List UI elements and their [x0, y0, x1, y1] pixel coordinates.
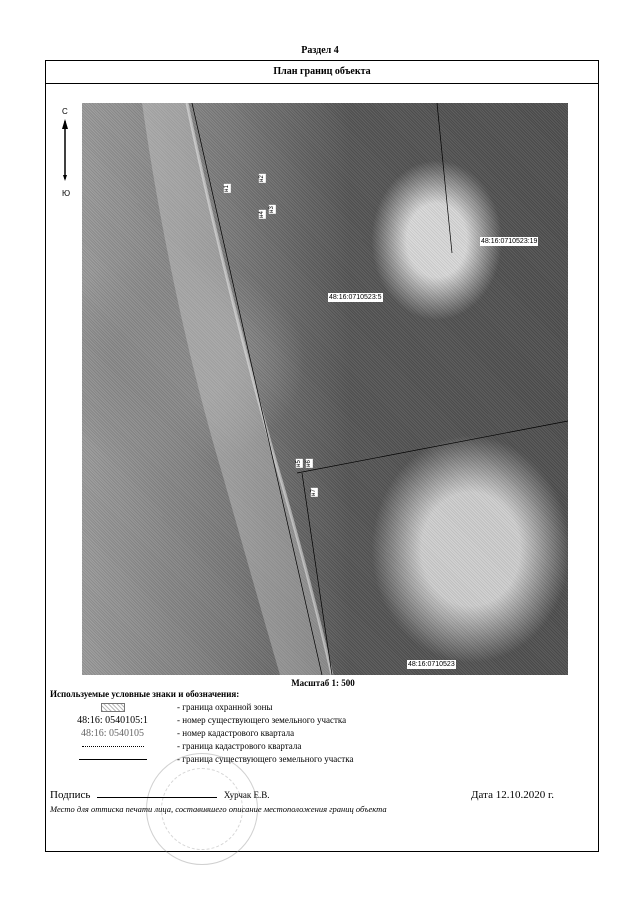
- point-label: н1: [223, 185, 230, 192]
- legend-title: Используемые условные знаки и обозначения:: [50, 689, 240, 699]
- parcel-label-quarter: 48:16:0710523: [408, 661, 455, 668]
- quarter-number-symbol: 48:16: 0540105: [80, 728, 145, 739]
- plan-header: План границ объекта: [46, 61, 598, 84]
- boundary-line: [297, 421, 568, 473]
- legend-row-quarter-number: [50, 728, 590, 740]
- compass-south-label: Ю: [62, 189, 71, 198]
- legend-desc: - номер существующего земельного участка: [177, 715, 347, 725]
- legend-row-parcel-number: [50, 715, 590, 727]
- legend-desc: - граница охранной зоны: [177, 702, 273, 712]
- signature-row: [50, 789, 596, 803]
- signature-date: Дата 12.10.2020 г.: [471, 789, 554, 801]
- map-overlay: [82, 103, 568, 675]
- legend-row-protection-zone: [50, 702, 590, 714]
- parcel-boundary-symbol: [50, 754, 175, 764]
- signer-name: Хурчак Е.В.: [223, 790, 270, 800]
- legend-desc: - граница существующего земельного участка: [177, 754, 354, 764]
- compass: [60, 107, 76, 197]
- protection-zone-symbol: [50, 702, 175, 712]
- parcel-number-symbol: 48:16: 0540105:1: [77, 715, 148, 726]
- signature-line: [97, 797, 217, 798]
- point-label: н7: [310, 489, 317, 496]
- map-image: [82, 103, 568, 675]
- quarter-boundary-symbol: [50, 741, 175, 751]
- legend-row-parcel-boundary: [50, 754, 590, 766]
- point-label: н2: [258, 175, 265, 182]
- boundary-line: [437, 103, 452, 253]
- stamp-note: Место для оттиска печати лица, составившего описание местоположения границ объекта: [50, 804, 387, 814]
- legend-desc: - граница кадастрового квартала: [177, 741, 302, 751]
- point-label: н5: [295, 460, 302, 467]
- section-title: Раздел 4: [301, 45, 339, 56]
- point-label: н3: [268, 206, 275, 213]
- compass-north-label: С: [62, 107, 68, 116]
- parcel-label-19: 48:16:0710523:19: [481, 238, 538, 245]
- point-label: н4: [258, 211, 265, 218]
- compass-arrow-icon: [60, 119, 76, 189]
- legend-row-quarter-boundary: [50, 741, 590, 753]
- scale-label: Масштаб 1: 500: [291, 678, 355, 688]
- plan-frame: [45, 60, 599, 852]
- point-label: н6: [305, 460, 312, 467]
- parcel-label-5: 48:16:0710523:5: [329, 294, 382, 301]
- signature-label: Подпись: [50, 789, 91, 801]
- road: [142, 103, 332, 675]
- legend-desc: - номер кадастрового квартала: [177, 728, 295, 738]
